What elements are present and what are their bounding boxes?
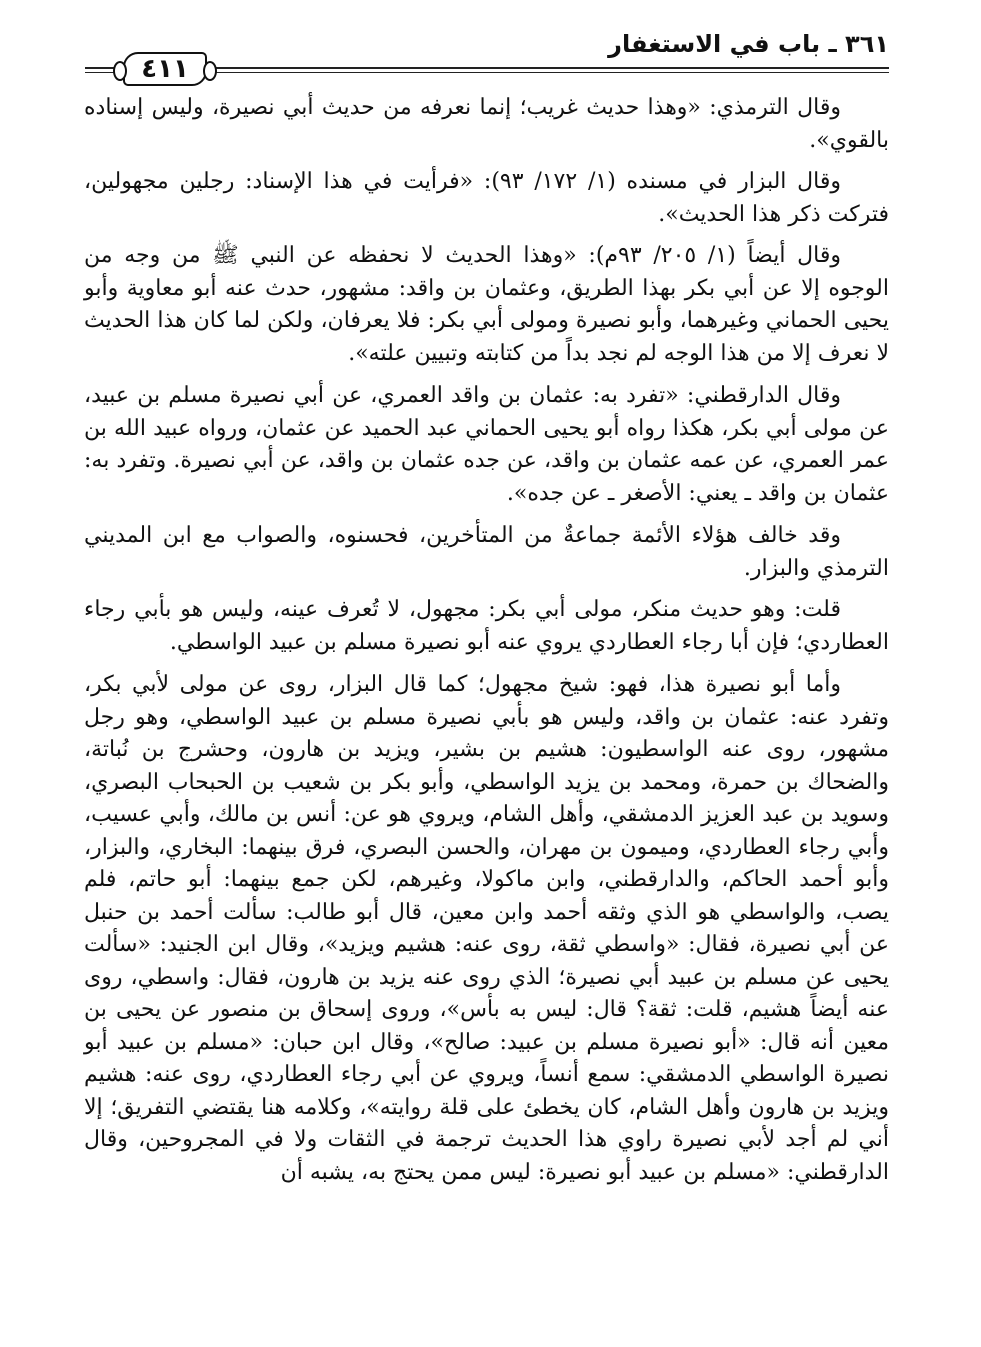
page-bottom-spacer	[84, 1199, 889, 1200]
paragraph-bazzar-also: وقال أيضاً (١/ ٢٠٥/ ٩٣م): «وهذا الحديث لا نحفظه عن النبي ﷺ من وجه من الوجوه إلا عن أبي بكر بهذا الطريق، وعثمان بن واقد: مشهور، حدث عنه أبو معاوية وأبو يحيى الحماني وغيرهما، وأبو نصيرة ومولى أبي بكر: فلا يعرفان، ولكن لما كان هذا الحديث لا نعرف إلا من هذا الوجه لم نجد بداً من كتابته وتبيين علته».	[84, 243, 889, 366]
paragraph-abu-nusayra: وأما أبو نصيرة هذا، فهو: شيخ مجهول؛ كما قال البزار، روى عن مولى لأبي بكر، وتفرد عنه: عثمان بن واقد، وليس هو بأبي نصيرة مسلم بن عبيد الواسطي، وهو رجل مشهور، روى عنه الواسطيون: هشيم بن بشير، ويزيد بن هارون، وحشرج بن نُباتة، والضحاك بن حمرة، ومحمد بن يزيد الواسطي، وأبو بكر بن شعيب بن الحبحاب البصري، وسويد بن عبد العزيز الدمشقي، وأهل الشام، ويروي هو عن: أنس بن مالك، وأبي عسيب، وأبي رجاء العطاردي، وميمون بن مهران، والحسن البصري، فرق بينهما: البخاري، والبزار، وأبو أحمد الحاكم، والدارقطني، وابن ماكولا، وغيرهم، لكن جمع بينهما: أبو حاتم، فلم يصب، والواسطي هو الذي وثقه أحمد وابن معين، قال أبو طالب: سألت أحمد بن حنبل عن أبي نصيرة، فقال: «واسطي ثقة، روى عنه: هشيم ويزيد»، وقال ابن الجنيد: «سألت يحيى عن مسلم بن عبيد أبي نصيرة؛ الذي روى عنه يزيد بن هارون، فقال: واسطي، روى عنه أيضاً هشيم، قلت: ثقة؟ قال: ليس به بأس»، وروى إسحاق بن منصور عن يحيى بن معين أنه قال: «أبو نصيرة مسلم بن عبيد: صالح»، وقال ابن حبان: «مسلم بن عبيد أبو نصيرة الواسطي الدمشقي: سمع أنساً، ويروي عن أبي رجاء العطاردي، روى عنه: هشيم ويزيد بن هارون وأهل الشام، كان يخطئ على قلة روايته»، وكلامه هنا يقتضي التفريق؛ إلا أني لم أجد لأبي نصيرة راوي هذا الحديث ترجمة في الثقات ولا في المجروحين، وقال الدارقطني: «مسلم بن عبيد أبو نصيرة: ليس ممن يحتج به، يشبه أن	[84, 672, 889, 1185]
paragraph-bazzar-musnad: وقال البزار في مسنده (١/ ١٧٢/ ٩٣): «فرأيت في هذا الإسناد: رجلين مجهولين، فتركت ذكر هذا الحديث».	[84, 169, 889, 227]
running-head: ٣٦١ ـ باب في الاستغفار	[608, 30, 889, 58]
paragraph-daraqutni: وقال الدارقطني: «تفرد به: عثمان بن واقد العمري، عن أبي نصيرة مسلم بن عبيد، عن مولى أبي بكر، هكذا رواه أبو يحيى الحماني عبد الحميد عن عثمان، ورواه عبيد الله بن عمر العمري، عن عمه عثمان بن واقد، عن جده عثمان بن واقد، عن أبي نصيرة. وتفرد به: عثمان بن واقد ـ يعني: الأصغر ـ عن جده».	[84, 383, 889, 506]
paragraph-author-comment: قلت: وهو حديث منكر، مولى أبي بكر: مجهول، لا تُعرف عينه، وليس هو بأبي رجاء العطاردي؛ فإن أبا رجاء العطاردي يروي عنه أبو نصيرة مسلم بن عبيد الواسطي.	[84, 597, 889, 655]
page-number: ٤١١	[123, 52, 207, 86]
main-text	[84, 92, 889, 1200]
page-header	[85, 18, 889, 84]
paragraph-disagreement: وقد خالف هؤلاء الأئمة جماعةٌ من المتأخرين، فحسنوه، والصواب مع ابن المديني الترمذي والبزار.	[84, 523, 889, 581]
paragraph-tirmidhi: وقال الترمذي: «وهذا حديث غريب؛ إنما نعرفه من حديث أبي نصيرة، وليس إسناده بالقوي».	[84, 95, 889, 153]
